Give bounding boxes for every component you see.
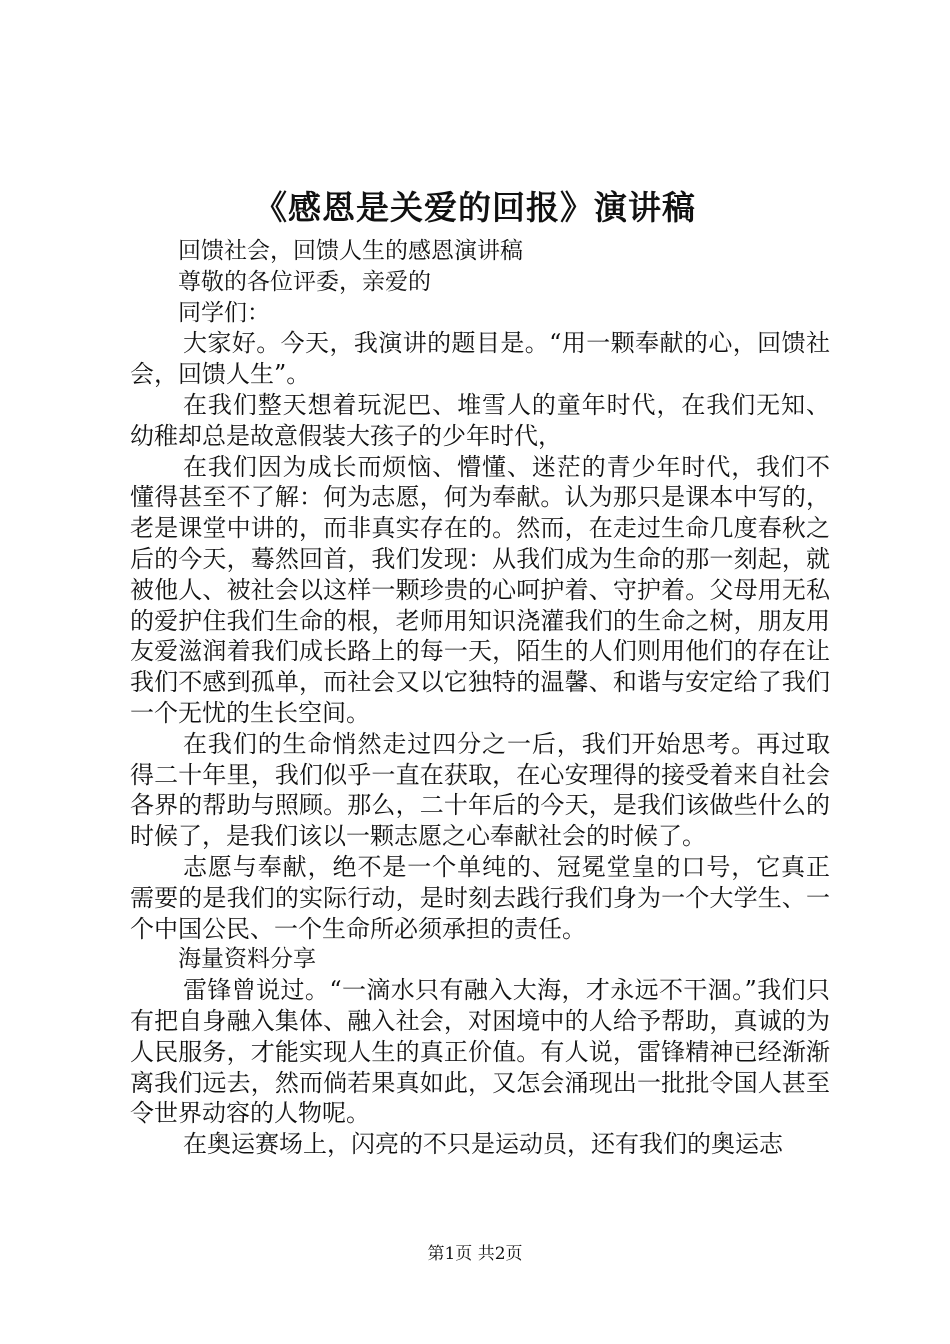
text-line: 同学们： xyxy=(178,299,270,326)
paragraph: 雷锋曾说过。“一滴水只有融入大海，才永远不干涸。”我们只有把自身融入集体、融入社会，对困境中的人给予帮助，真诚的为人民服务，才能实现人生的真正价值。有人说，雷锋精神已经渐渐离我们远去，然而倘若果真如此，又怎会涌现出一批批令国人甚至令世界动容的人物呢。 xyxy=(130,976,830,1128)
document-title: 《感恩是关爱的回报》演讲稿 xyxy=(254,188,696,227)
paragraph: 在我们的生命悄然走过四分之一后，我们开始思考。再过取得二十年里，我们似乎一直在获取，在心安理得的接受着来自社会各界的帮助与照顾。那么，二十年后的今天，是我们该做些什么的时候了，是我们该以一颗志愿之心奉献社会的时候了。 xyxy=(130,729,830,851)
text-line: 回馈社会，回馈人生的感恩演讲稿 xyxy=(178,238,523,264)
paragraph: 在奥运赛场上，闪亮的不只是运动员，还有我们的奥运志 xyxy=(183,1130,783,1159)
paragraph: 大家好。今天，我演讲的题目是。“用一颗奉献的心，回馈社会，回馈人生”。 xyxy=(130,329,830,389)
share-line: 海量资料分享 xyxy=(178,946,316,973)
page-footer: 第1页 共2页 xyxy=(427,1244,523,1264)
paragraph: 在我们整天想着玩泥巴、堆雪人的童年时代，在我们无知、幼稚却总是故意假装大孩子的少年时代， xyxy=(130,390,830,450)
document-body xyxy=(130,236,830,1160)
paragraph: 在我们因为成长而烦恼、懵懂、迷茫的青少年时代，我们不懂得甚至不了解：何为志愿，何为奉献。认为那只是课本中写的，老是课堂中讲的，而非真实存在的。然而，在走过生命几度春秋之后的今天，蓦然回首，我们发现：从我们成为生命的那一刻起，就被他人、被社会以这样一颗珍贵的心呵护着、守护着。父母用无私的爱护住我们生命的根，老师用知识浇灌我们的生命之树，朋友用友爱滋润着我们成长路上的每一天，陌生的人们则用他们的存在让我们不感到孤单，而社会又以它独特的温馨、和谐与安定给了我们一个无忧的生长空间。 xyxy=(130,452,830,727)
paragraph: 志愿与奉献，绝不是一个单纯的、冠冕堂皇的口号，它真正需要的是我们的实际行动，是时刻去践行我们身为一个大学生、一个中国公民、一个生命所必须承担的责任。 xyxy=(130,852,830,943)
text-line: 尊敬的各位评委，亲爱的 xyxy=(178,268,431,295)
